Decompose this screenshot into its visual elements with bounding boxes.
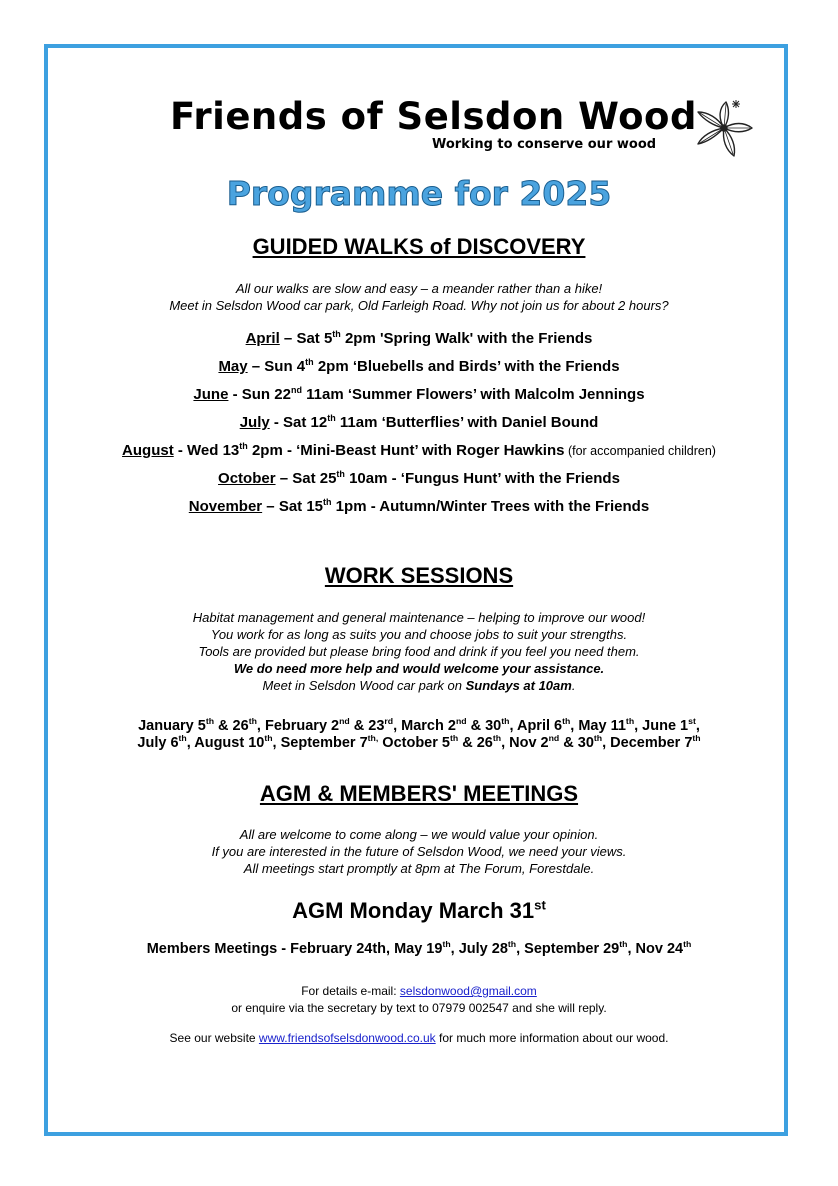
website-line bbox=[0, 1030, 838, 1047]
work-date-text: January 5 bbox=[138, 718, 206, 734]
work-date-sup: th bbox=[248, 716, 257, 727]
work-date-sup: th bbox=[264, 733, 273, 744]
walk-date: – Sat 25 bbox=[275, 470, 337, 487]
contact-email-prefix: For details e-mail: bbox=[301, 984, 400, 998]
work-date-text: , March 2 bbox=[393, 718, 456, 734]
work-heading: WORK SESSIONS bbox=[324, 563, 514, 588]
walk-details: 1pm - Autumn/Winter Trees with the Friends bbox=[331, 498, 650, 515]
work-date-text: July 6 bbox=[137, 735, 179, 751]
walk-month: May bbox=[218, 358, 248, 375]
walk-item bbox=[0, 358, 838, 375]
work-date-sup: th bbox=[625, 716, 635, 727]
agm-intro bbox=[0, 826, 838, 877]
members-date-text: , July 28 bbox=[450, 941, 508, 957]
walk-date: - Sun 22 bbox=[228, 386, 291, 403]
contact-email-line bbox=[0, 983, 838, 1000]
walk-month: November bbox=[188, 498, 263, 515]
walk-date: - Sat 12 bbox=[269, 414, 328, 431]
agm-date-sup: st bbox=[534, 897, 546, 913]
walk-month: October bbox=[218, 470, 276, 487]
work-date-sup: th bbox=[492, 733, 502, 744]
agm-heading: AGM & MEMBERS' MEETINGS bbox=[259, 781, 579, 806]
walk-date-sup: th bbox=[305, 357, 314, 367]
members-date-sup: th bbox=[507, 939, 517, 950]
members-date-sup: th bbox=[442, 939, 451, 950]
work-date-sup: th bbox=[593, 733, 603, 744]
walk-month: August bbox=[122, 442, 174, 459]
walk-item bbox=[0, 386, 838, 403]
work-date-sup: rd bbox=[384, 716, 394, 727]
agm-intro-line: If you are interested in the future of Selsdon Wood, we need your views. bbox=[211, 844, 627, 859]
work-meet-end: . bbox=[571, 678, 576, 693]
work-date-sup: nd bbox=[548, 733, 560, 744]
work-date-text: , April 6 bbox=[509, 718, 563, 734]
work-date-text: & 30 bbox=[466, 718, 502, 734]
org-tagline: Working to conserve our wood bbox=[432, 137, 657, 152]
walk-month: June bbox=[193, 386, 229, 403]
work-date-text: , September 7 bbox=[272, 735, 368, 751]
agm-date-text: AGM Monday March 31 bbox=[292, 898, 535, 923]
walk-details: 2pm - ‘Mini-Beast Hunt’ with Roger Hawkins bbox=[247, 442, 565, 459]
work-date-text: , June 1 bbox=[634, 718, 689, 734]
work-meet-text: Meet in Selsdon Wood car park on bbox=[262, 678, 466, 693]
work-date-sup: st bbox=[688, 716, 696, 727]
work-intro bbox=[0, 609, 838, 694]
work-dates-line bbox=[0, 735, 838, 752]
work-date-text: , bbox=[695, 718, 700, 734]
walk-date: - Wed 13 bbox=[173, 442, 240, 459]
org-name: Friends of Selsdon Wood bbox=[170, 95, 697, 138]
walk-item bbox=[0, 498, 838, 515]
work-intro-emphasis: We do need more help and would welcome your assistance. bbox=[233, 661, 605, 676]
work-date-text: & 26 bbox=[214, 718, 249, 734]
contact-enquire-line: or enquire via the secretary by text to 07979 002547 and she will reply. bbox=[231, 1001, 607, 1015]
work-date-text: & 23 bbox=[349, 718, 385, 734]
work-date-sup: th bbox=[178, 733, 187, 744]
work-date-sup: th bbox=[501, 716, 510, 727]
work-date-sup: th bbox=[562, 716, 571, 727]
members-date-sup: th bbox=[683, 939, 692, 950]
walk-item bbox=[0, 330, 838, 347]
walk-month: April bbox=[245, 330, 280, 347]
walk-details: 11am ‘Summer Flowers’ with Malcolm Jennings bbox=[301, 386, 645, 403]
work-date-text: & 26 bbox=[458, 735, 493, 751]
wood-anemone-flower-icon bbox=[692, 98, 756, 160]
walk-date-sup: th bbox=[336, 469, 345, 479]
work-dates bbox=[0, 718, 838, 752]
website-suffix: for much more information about our wood. bbox=[435, 1031, 669, 1045]
website-prefix: See our website bbox=[169, 1031, 259, 1045]
agm-intro-line: All meetings start promptly at 8pm at The Forum, Forestdale. bbox=[243, 861, 595, 876]
walk-date-sup: th bbox=[323, 497, 332, 507]
walk-date-sup: th bbox=[332, 329, 341, 339]
members-date-sup: th bbox=[619, 939, 628, 950]
work-date-text: , December 7 bbox=[602, 735, 693, 751]
work-dates-line bbox=[0, 718, 838, 735]
agm-intro-line: All are welcome to come along – we would value your opinion. bbox=[239, 827, 599, 842]
work-date-sup: th bbox=[449, 733, 459, 744]
members-date-text: , Nov 24 bbox=[627, 941, 684, 957]
walk-details: 10am - ‘Fungus Hunt’ with the Friends bbox=[344, 470, 620, 487]
work-date-sup: th, bbox=[367, 733, 379, 744]
work-meet-time: Sundays at 10am bbox=[465, 678, 572, 693]
work-date-text: , May 11 bbox=[570, 718, 626, 734]
programme-title: Programme for 2025 bbox=[226, 174, 612, 213]
members-meetings bbox=[0, 941, 838, 957]
work-date-text: October 5 bbox=[378, 735, 450, 751]
walk-date-sup: th bbox=[239, 441, 248, 451]
walk-month: July bbox=[239, 414, 270, 431]
work-intro-line: Tools are provided but please bring food and drink if you feel you need them. bbox=[198, 644, 640, 659]
work-date-text: & 30 bbox=[559, 735, 594, 751]
work-meet-line bbox=[0, 677, 838, 694]
walk-note: (for accompanied children) bbox=[564, 444, 716, 458]
work-date-text: , Nov 2 bbox=[501, 735, 549, 751]
work-date-sup: nd bbox=[455, 716, 467, 727]
walk-details: 11am ‘Butterflies’ with Daniel Bound bbox=[335, 414, 599, 431]
work-intro-line: Habitat management and general maintenance – helping to improve our wood! bbox=[192, 610, 646, 625]
walks-heading: GUIDED WALKS of DISCOVERY bbox=[252, 234, 586, 259]
walk-date: – Sat 15 bbox=[262, 498, 324, 515]
walk-item bbox=[0, 414, 838, 431]
work-date-text: , February 2 bbox=[256, 718, 340, 734]
email-link[interactable]: selsdonwood@gmail.com bbox=[399, 984, 537, 998]
walk-details: 2pm ‘Bluebells and Birds’ with the Friends bbox=[313, 358, 620, 375]
members-date-text: Members Meetings - February 24th, May 19 bbox=[146, 941, 443, 957]
agm-date bbox=[0, 898, 838, 924]
walks-intro-line: All our walks are slow and easy – a meander rather than a hike! bbox=[235, 281, 603, 296]
work-intro-line: You work for as long as suits you and choose jobs to suit your strengths. bbox=[210, 627, 628, 642]
website-link[interactable]: www.friendsofselsdonwood.co.uk bbox=[258, 1031, 436, 1045]
contact-block bbox=[0, 983, 838, 1017]
walk-date-sup: th bbox=[327, 413, 336, 423]
walk-details: 2pm 'Spring Walk' with the Friends bbox=[340, 330, 593, 347]
work-date-text: , August 10 bbox=[186, 735, 265, 751]
walk-date-sup: nd bbox=[290, 385, 302, 395]
work-date-sup: nd bbox=[339, 716, 350, 727]
walk-date: – Sun 4 bbox=[247, 358, 306, 375]
walks-intro bbox=[0, 280, 838, 314]
walks-intro-line: Meet in Selsdon Wood car park, Old Farleigh Road. Why not join us for about 2 hours? bbox=[169, 298, 669, 313]
work-date-sup: th bbox=[205, 716, 215, 727]
walk-date: – Sat 5 bbox=[279, 330, 333, 347]
members-date-text: , September 29 bbox=[516, 941, 620, 957]
walk-item bbox=[0, 442, 838, 459]
work-date-sup: th bbox=[692, 733, 701, 744]
walk-item bbox=[0, 470, 838, 487]
